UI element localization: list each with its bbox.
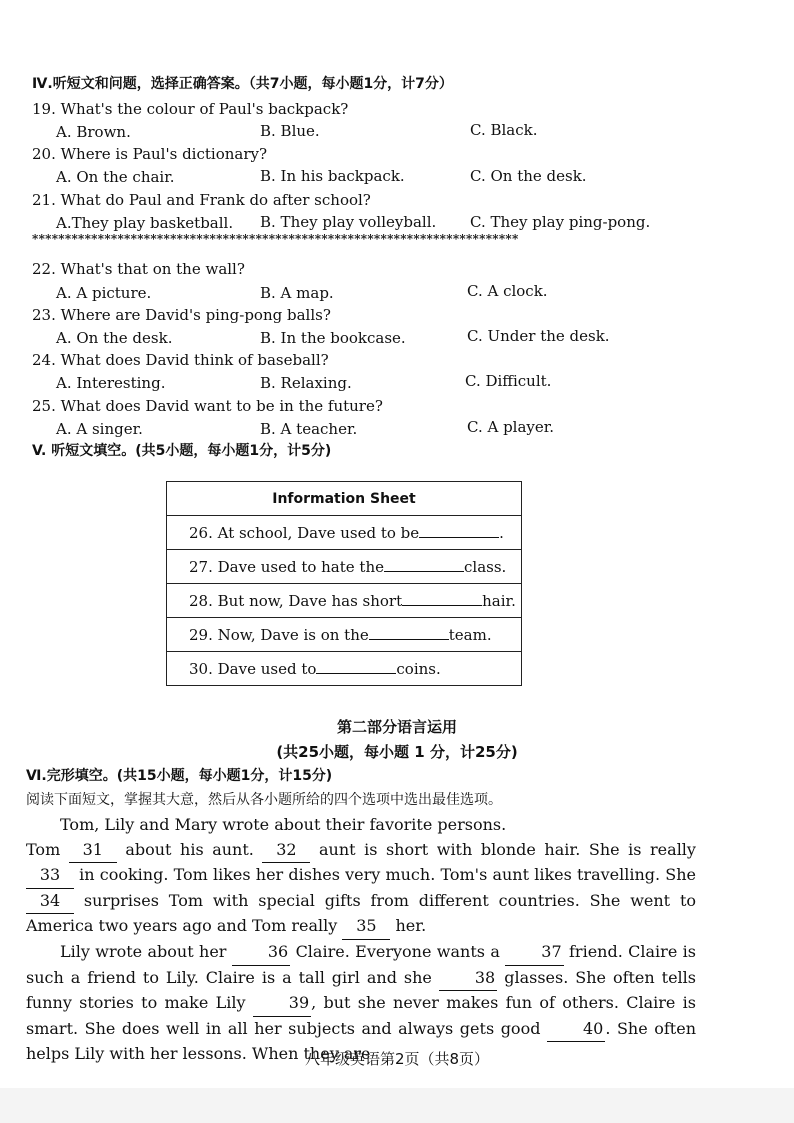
option-21c: C. They play ping-pong. — [470, 213, 651, 231]
row-30-post: coins. — [396, 660, 441, 678]
blank-28[interactable] — [402, 591, 482, 606]
question-19: 19. What's the colour of Paul's backpack? — [32, 100, 349, 118]
option-24b: B. Relaxing. — [260, 374, 352, 392]
p2-text-2: Claire. Everyone wants a — [295, 941, 500, 961]
section-4-header: Ⅳ.听短文和问题，选择正确答案。（共7小题，每小题1分，计7分） — [32, 76, 453, 92]
option-25c: C. A player. — [467, 418, 555, 436]
gap-37[interactable]: 37 — [505, 940, 563, 966]
gap-36[interactable]: 36 — [232, 940, 290, 966]
row-27-post: class. — [464, 558, 507, 576]
question-25: 25. What does David want to be in the future? — [32, 397, 383, 415]
row-30-text: 30. Dave used to — [189, 660, 317, 678]
option-25a: A. A singer. — [56, 420, 143, 438]
option-19c: C. Black. — [470, 121, 538, 139]
p1-text-6: her. — [395, 916, 427, 936]
gap-39[interactable]: 39 — [253, 991, 311, 1017]
option-22b: B. A map. — [260, 284, 334, 302]
p2-text-6: . She often helps Lily with her lessons. When they are — [26, 1018, 696, 1064]
row-28-text: 28. But now, Dave has short — [189, 592, 403, 610]
option-23b: B. In the bookcase. — [260, 329, 406, 347]
scan-bottom-band — [0, 1088, 794, 1123]
section-6-instruction: 阅读下面短文，掌握其大意，然后从各小题所给的四个选项中选出最佳选项。 — [26, 792, 502, 808]
option-20a: A. On the chair. — [56, 168, 175, 186]
information-sheet-table — [166, 481, 522, 686]
section-5-header: V. 听短文填空。(共5小题，每小题1分，计5分) — [32, 443, 332, 459]
table-row — [167, 618, 522, 652]
p1-text-4: in cooking. Tom likes her dishes very much. Tom's aunt likes travelling. She — [79, 865, 696, 885]
table-title: Information Sheet — [167, 482, 522, 516]
gap-40[interactable]: 40 — [547, 1017, 605, 1043]
row-28-post: hair. — [482, 592, 516, 610]
option-24c: C. Difficult. — [465, 372, 552, 390]
question-24: 24. What does David think of baseball? — [32, 351, 329, 369]
option-23c: C. Under the desk. — [467, 327, 610, 345]
p1-text-1: Tom — [26, 839, 61, 859]
option-22a: A. A picture. — [56, 284, 152, 302]
option-25b: B. A teacher. — [260, 420, 358, 438]
row-26-text: 26. At school, Dave used to be — [189, 524, 420, 542]
option-22c: C. A clock. — [467, 282, 548, 300]
blank-26[interactable] — [419, 523, 499, 538]
question-20: 20. Where is Paul's dictionary? — [32, 145, 268, 163]
p2-text-4: glasses. She often tells funny stories to make Lily — [26, 967, 697, 1013]
question-22: 22. What's that on the wall? — [32, 260, 245, 278]
p2-text-5: , but she never makes fun of others. Claire is smart. She does well in all her subjects and always gets good — [26, 993, 696, 1038]
blank-27[interactable] — [384, 557, 464, 572]
p1-text-5: surprises Tom with special gifts from different countries. She went to America two years ago and Tom really — [26, 890, 697, 936]
gap-35[interactable]: 35 — [342, 914, 390, 940]
cloze-passage — [26, 813, 696, 1067]
p1-text-2: about his aunt. — [125, 839, 254, 859]
passage-paragraph-1 — [26, 838, 696, 940]
section-6-header: Ⅵ.完形填空。(共15小题，每小题1分，计15分) — [26, 768, 333, 784]
question-21: 21. What do Paul and Frank do after school? — [32, 191, 371, 209]
table-row — [167, 584, 522, 618]
part-2-subtitle: (共25小题，每小题 1 分，计25分) — [276, 743, 518, 761]
blank-29[interactable] — [369, 625, 449, 640]
option-23a: A. On the desk. — [56, 329, 173, 347]
passage-intro: Tom, Lily and Mary wrote about their favorite persons. — [60, 815, 507, 834]
row-29-post: team. — [448, 626, 492, 644]
option-19b: B. Blue. — [260, 122, 320, 140]
table-row — [167, 652, 522, 686]
option-20b: B. In his backpack. — [260, 167, 405, 185]
gap-33[interactable]: 33 — [26, 863, 74, 889]
row-29-text: 29. Now, Dave is on the — [189, 626, 369, 644]
row-26-post: . — [499, 524, 504, 542]
p2-text-1: Lily wrote about her — [60, 941, 227, 961]
table-row — [167, 516, 522, 550]
gap-32[interactable]: 32 — [262, 838, 310, 864]
option-19a: A. Brown. — [56, 123, 131, 141]
gap-31[interactable]: 31 — [69, 838, 117, 864]
option-21a: A.They play basketball. — [56, 214, 234, 232]
option-21b: B. They play volleyball. — [260, 213, 437, 231]
separator-stars: ************************************************************************** — [32, 232, 519, 246]
option-20c: C. On the desk. — [470, 167, 587, 185]
gap-38[interactable]: 38 — [439, 966, 497, 992]
table-row — [167, 550, 522, 584]
row-27-text: 27. Dave used to hate the — [189, 558, 384, 576]
gap-34[interactable]: 34 — [26, 889, 74, 915]
page-footer: 八年级英语第2页（共8页） — [304, 1050, 490, 1068]
question-23: 23. Where are David's ping-pong balls? — [32, 306, 331, 324]
part-2-title: 第二部分语言运用 — [336, 718, 457, 736]
p1-text-3: aunt is short with blonde hair. She is really — [318, 839, 696, 859]
blank-30[interactable] — [316, 659, 396, 674]
option-24a: A. Interesting. — [56, 374, 166, 392]
p2-text-3: friend. Claire is such a friend to Lily. Claire is a tall girl and she — [26, 941, 696, 987]
